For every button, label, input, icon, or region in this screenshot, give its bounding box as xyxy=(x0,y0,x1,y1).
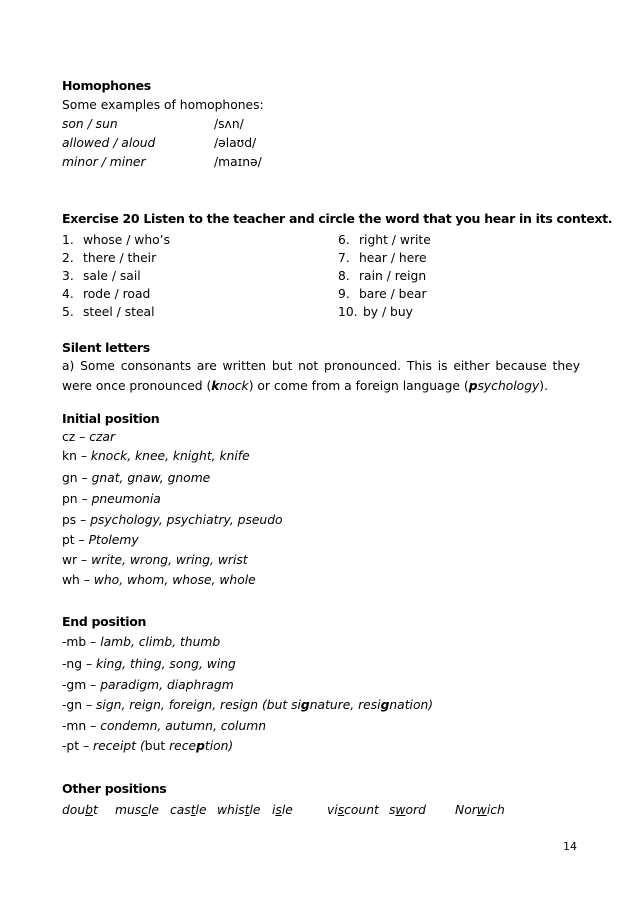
homophones-intro: Some examples of homophones: xyxy=(62,98,264,112)
dash: – xyxy=(76,513,91,527)
underlined-letter: s xyxy=(275,803,282,817)
underlined-letter: w xyxy=(476,803,487,817)
list-item xyxy=(62,470,210,486)
list-item-number: 10. xyxy=(338,305,358,319)
example-words: Ptolemy xyxy=(88,533,139,547)
dash: – xyxy=(77,553,92,567)
list-item xyxy=(62,552,248,568)
example-words: who, whom, whose, whole xyxy=(93,573,256,587)
underlined-letter: c xyxy=(141,803,148,817)
letter-key: -mn xyxy=(62,719,87,733)
dash: – xyxy=(86,635,101,649)
list-item: bare / bear xyxy=(359,287,427,301)
example-word: whistle xyxy=(217,803,261,817)
dash: – xyxy=(82,657,97,671)
letter-key: ps xyxy=(62,513,77,527)
underlined-letter: w xyxy=(395,803,406,817)
list-item xyxy=(62,448,250,464)
letter-key: -mb xyxy=(62,635,87,649)
bold-letter: p xyxy=(468,379,478,393)
list-item xyxy=(62,656,236,672)
bold-letter: g xyxy=(300,698,310,712)
example-words: czar xyxy=(89,430,115,444)
dash: – xyxy=(79,573,94,587)
list-item-number: 2. xyxy=(62,251,74,265)
example-word: isle xyxy=(272,803,293,817)
list-item-number: 7. xyxy=(338,251,350,265)
example-words: receipt xyxy=(93,739,137,753)
example-words: paradigm, diaphragm xyxy=(100,678,234,692)
example-words: sign, reign, foreign, resign xyxy=(96,698,259,712)
list-item: there / their xyxy=(83,251,157,265)
example-words: condemn, autumn, column xyxy=(100,719,267,733)
list-item: hear / here xyxy=(359,251,427,265)
example-words: lamb, climb, thumb xyxy=(100,635,221,649)
list-item: rain / reign xyxy=(359,269,427,283)
other-positions-heading: Other positions xyxy=(62,781,167,796)
homophones-heading: Homophones xyxy=(62,78,151,93)
list-item: sale / sail xyxy=(83,269,141,283)
letter-key: -pt xyxy=(62,739,80,753)
letter-key: kn xyxy=(62,449,77,463)
homophone-ipa: /əlaʊd/ xyxy=(214,136,257,150)
paragraph-text: ) or come from a foreign language ( xyxy=(248,379,469,393)
example-words: psychology, psychiatry, pseudo xyxy=(90,513,283,527)
note-text: tion) xyxy=(204,739,234,753)
example-word: muscle xyxy=(115,803,159,817)
letter-key: gn xyxy=(62,471,78,485)
letter-key: -gn xyxy=(62,698,83,712)
list-item: right / write xyxy=(359,233,431,247)
page-number: 14 xyxy=(563,840,577,853)
paragraph-text: nock xyxy=(219,379,249,393)
list-item xyxy=(62,572,256,588)
paragraph-text: sychology xyxy=(477,379,540,393)
letter-key: wr xyxy=(62,553,78,567)
letter-key: pt xyxy=(62,533,75,547)
homophone-words: allowed / aloud xyxy=(62,136,156,150)
homophone-ipa: /sʌn/ xyxy=(214,117,244,131)
underlined-letter: t xyxy=(244,803,250,817)
dash: – xyxy=(76,449,91,463)
dash: – xyxy=(86,719,101,733)
list-item xyxy=(62,634,220,650)
dash: – xyxy=(75,430,90,444)
dash: – xyxy=(77,492,92,506)
list-item-number: 8. xyxy=(338,269,350,283)
list-item-number: 3. xyxy=(62,269,74,283)
dash: – xyxy=(77,471,92,485)
silent-letters-paragraph xyxy=(62,356,580,396)
note-text: nature, resi xyxy=(309,698,381,712)
list-item-number: 5. xyxy=(62,305,74,319)
end-position-heading: End position xyxy=(62,614,147,629)
list-item xyxy=(62,718,266,734)
note-text: nation) xyxy=(389,698,434,712)
list-item: steel / steal xyxy=(83,305,155,319)
bold-letter: p xyxy=(196,739,205,753)
example-words: king, thing, song, wing xyxy=(96,657,236,671)
list-item xyxy=(62,677,234,693)
homophone-ipa: /maɪnə/ xyxy=(214,155,262,169)
example-words: write, wrong, wring, wrist xyxy=(91,553,248,567)
letter-key: wh xyxy=(62,573,80,587)
homophone-words: minor / miner xyxy=(62,155,146,169)
example-word: castle xyxy=(170,803,207,817)
example-word: Norwich xyxy=(455,803,505,817)
list-item-number: 1. xyxy=(62,233,74,247)
example-word: doubt xyxy=(62,803,98,817)
silent-letters-heading: Silent letters xyxy=(62,340,150,355)
example-word: sword xyxy=(389,803,426,817)
list-item xyxy=(62,429,115,445)
list-item xyxy=(62,491,161,507)
example-words: pneumonia xyxy=(91,492,161,506)
list-item xyxy=(62,532,139,548)
list-item: whose / who’s xyxy=(83,233,170,247)
list-item xyxy=(62,697,433,713)
list-item-number: 6. xyxy=(338,233,350,247)
bold-letter: g xyxy=(380,698,390,712)
list-item-number: 9. xyxy=(338,287,350,301)
list-item xyxy=(62,512,283,528)
note-text: ( xyxy=(136,739,145,753)
underlined-letter: s xyxy=(337,803,345,817)
note-text: but xyxy=(144,739,170,753)
letter-key: -ng xyxy=(62,657,83,671)
example-words: knock, knee, knight, knife xyxy=(90,449,250,463)
underlined-letter: b xyxy=(85,803,93,817)
dash: – xyxy=(82,698,97,712)
bold-letter: k xyxy=(211,379,220,393)
dash: – xyxy=(79,739,94,753)
list-item: rode / road xyxy=(83,287,151,301)
note-text: rece xyxy=(169,739,197,753)
letter-key: pn xyxy=(62,492,78,506)
example-word: viscount xyxy=(327,803,379,817)
paragraph-text: a) Some consonants are written but not pronounced. This is either because they were once pronounced ( xyxy=(62,359,580,393)
list-item-number: 4. xyxy=(62,287,74,301)
underlined-letter: t xyxy=(190,803,196,817)
homophone-words: son / sun xyxy=(62,117,118,131)
list-item: by / buy xyxy=(363,305,413,319)
exercise-heading: Exercise 20 Listen to the teacher and circle the word that you hear in its context. xyxy=(62,211,613,226)
paragraph-text: ). xyxy=(539,379,549,393)
list-item xyxy=(62,738,233,754)
letter-key: cz xyxy=(62,430,76,444)
initial-position-heading: Initial position xyxy=(62,411,160,426)
dash: – xyxy=(74,533,89,547)
note-text: (but si xyxy=(258,698,301,712)
letter-key: -gm xyxy=(62,678,87,692)
example-words: gnat, gnaw, gnome xyxy=(91,471,211,485)
dash: – xyxy=(86,678,101,692)
